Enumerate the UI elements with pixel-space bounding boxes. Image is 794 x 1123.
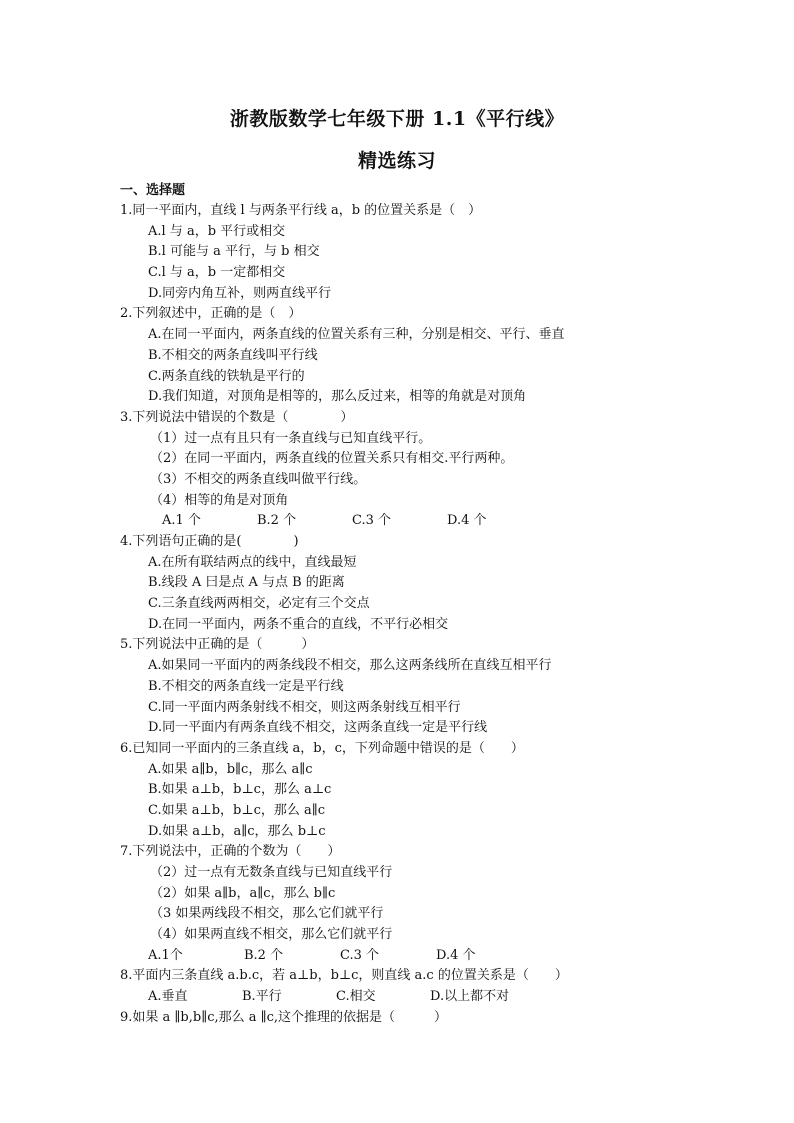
question-5-option-c: C.同一平面内两条射线不相交，则这两条射线互相平行 [148,699,461,715]
question-7-statement-4: （4）如果两直线不相交，那么它们就平行 [150,927,393,943]
question-7-option-b: B.2 个 [244,947,284,963]
question-3-stem: 3.下列说法中错误的个数是（ ） [120,409,354,425]
question-3-options [120,511,760,532]
section-heading: 一、选择题 [120,183,186,198]
question-3-statement-1: （1）过一点有且只有一条直线与已知直线平行。 [150,430,432,446]
question-5-stem: 5.下列说法中正确的是（ ） [120,637,315,653]
question-3-statement-2: （2）在同一平面内，两条直线的位置关系只有相交.平行两种。 [150,451,514,467]
question-4-option-a: A.在所有联结两点的线中，直线最短 [148,554,357,570]
question-1-option-b: B.l 可能与 a 平行，与 b 相交 [148,244,320,260]
question-4-option-b: B.线段 A 曰是点 A 与点 B 的距离 [148,575,345,591]
question-2-option-b: B.不相交的两条直线叫平行线 [148,347,318,363]
question-3-option-a: A.1 个 [162,513,201,529]
question-5-option-b: B.不相交的两条直线一定是平行线 [148,678,344,694]
question-4-option-c: C.三条直线两两相交，必定有三个交点 [148,596,370,612]
question-5-option-d: D.同一平面内有两条直线不相交，这两条直线一定是平行线 [148,720,488,736]
question-1-option-c: C.l 与 a，b 一定都相交 [148,265,286,281]
question-3-statement-4: （4）相等的角是对顶角 [150,492,289,508]
question-8-options [120,987,760,1008]
question-8-option-a: A.垂直 [148,989,188,1005]
document-subtitle: 精选练习 [357,150,436,172]
question-6-option-a: A.如果 a∥b，b∥c，那么 a∥c [148,761,313,777]
question-9-stem: 9.如果 a ∥b,b∥c,那么 a ∥c,这个推理的依据是（ ） [120,1009,448,1025]
question-list [120,180,760,1029]
question-7-options [120,946,760,967]
question-6-option-d: D.如果 a⊥b，a∥c，那么 b⊥c [148,823,326,839]
question-7-statement-1: （2）过一点有无数条直线与已知直线平行 [150,865,393,880]
question-7-statement-2: （2）如果 a∥b，a∥c，那么 b∥c [150,885,336,901]
question-4-option-d: D.在同一平面内，两条不重合的直线，不平行必相交 [148,616,449,632]
question-8-stem: 8.平面内三条直线 a.b.c，若 a⊥b，b⊥c，则直线 a.c 的位置关系是（ ） [120,968,568,984]
question-1-option-d: D.同旁内角互补，则两直线平行 [148,285,332,301]
question-2-option-d: D.我们知道，对顶角是相等的，那么反过来，相等的角就是对顶角 [148,389,527,405]
question-2-option-a: A.在同一平面内，两条直线的位置关系有三种，分别是相交、平行、垂直 [148,327,565,343]
question-6-stem: 6.已知同一平面内的三条直线 a，b，c，下列命题中错误的是（ ） [120,740,524,756]
question-1-option-a: A.l 与 a，b 平行或相交 [148,223,286,239]
question-2-stem: 2.下列叙述中，正确的是（ ） [120,306,302,322]
question-6-option-c: C.如果 a⊥b，b⊥c，那么 a∥c [148,802,326,818]
question-3-statement-3: （3）不相交的两条直线叫做平行线。 [150,471,367,487]
question-8-option-c: C.相交 [336,989,376,1005]
question-3-option-d: D.4 个 [447,513,487,529]
question-7-stem: 7.下列说法中，正确的个数为（ ） [120,844,341,860]
question-7-option-d: D.4 个 [436,947,476,963]
question-7-option-a: A.1个 [148,947,183,963]
document-title: 浙教版数学七年级下册 1.1《平行线》 [229,108,565,130]
question-8-option-b: B.平行 [242,989,282,1005]
question-1-stem: 1.同一平面内，直线 l 与两条平行线 a，b 的位置关系是（ ） [120,203,482,218]
question-4-stem: 4.下列语句正确的是( ) [120,534,299,549]
question-5-option-a: A.如果同一平面内的两条线段不相交，那么这两条线所在直线互相平行 [148,658,552,674]
question-8-option-d: D.以上都不对 [430,989,510,1005]
question-3-option-b: B.2 个 [257,513,297,529]
question-7-option-c: C.3 个 [340,947,380,963]
question-7-statement-3: （3 如果两线段不相交，那么它们就平行 [150,906,384,922]
question-3-option-c: C.3 个 [352,513,392,529]
question-6-option-b: B.如果 a⊥b，b⊥c，那么 a⊥c [148,782,332,798]
question-2-option-c: C.两条直线的铁轨是平行的 [148,368,305,384]
